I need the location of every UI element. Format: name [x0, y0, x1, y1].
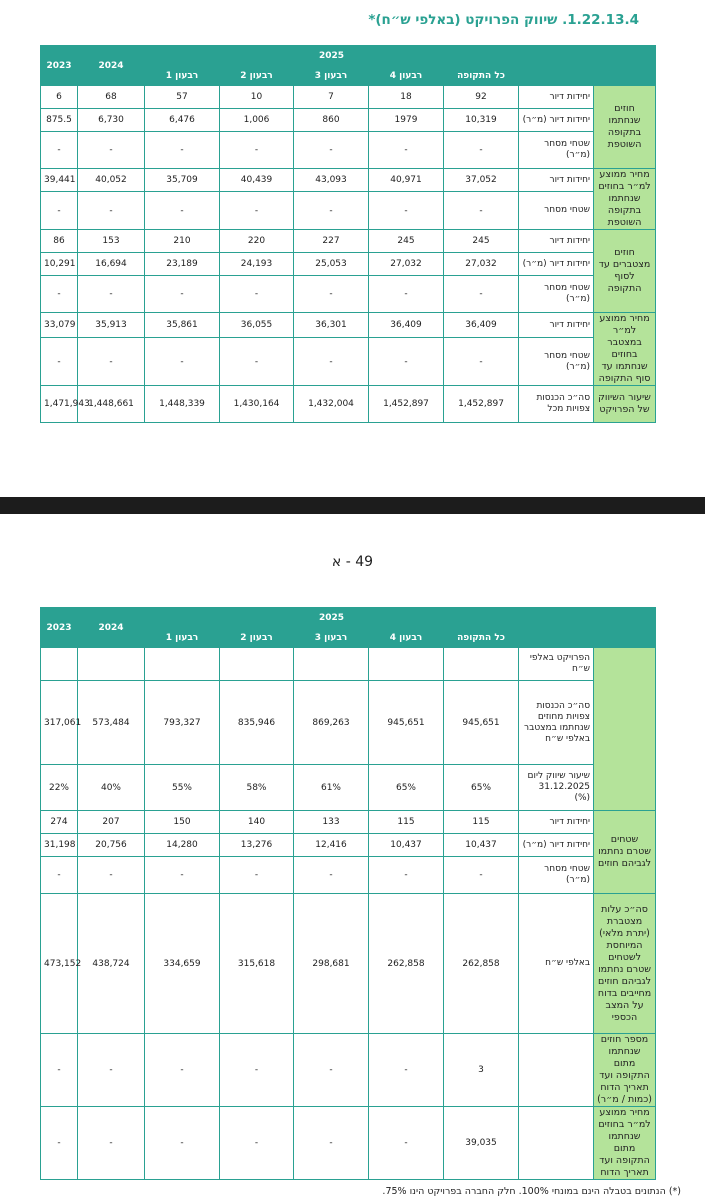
row-group-label: חוזים מצטברים עד לסוף התקופה	[594, 230, 656, 313]
header-quarter: רבעון 4	[369, 66, 444, 86]
value-cell: -	[369, 132, 444, 169]
value-cell: -	[294, 276, 369, 313]
row-group-label: שטחים שטרם נחתמו לגביהם חוזים	[594, 811, 656, 894]
value-cell: -	[444, 276, 519, 313]
value-cell: 22%	[41, 765, 78, 811]
value-cell: 6,730	[78, 109, 145, 132]
value-cell: 10,291	[41, 253, 78, 276]
value-cell: -	[41, 132, 78, 169]
value-cell: 6	[41, 86, 78, 109]
value-cell: 13,276	[220, 834, 294, 857]
table-row	[41, 169, 684, 192]
value-cell: 27,032	[444, 253, 519, 276]
value-cell: 262,858	[369, 894, 444, 1034]
row-sublabel: הפרויקט באלפי ש״ח	[519, 648, 594, 681]
header-year-2024: 2024	[78, 46, 145, 86]
value-cell: 7	[294, 86, 369, 109]
report-page-bottom	[0, 514, 705, 1199]
value-cell: 16,694	[78, 253, 145, 276]
value-cell: 92	[444, 86, 519, 109]
row-sublabel: יחידות דיור	[519, 169, 594, 192]
value-cell: 115	[369, 811, 444, 834]
value-cell: 298,681	[294, 894, 369, 1034]
value-cell: 58%	[220, 765, 294, 811]
value-cell: -	[369, 276, 444, 313]
value-cell: -	[444, 857, 519, 894]
value-cell: 3	[444, 1034, 519, 1107]
row-sublabel: יחידות דיור	[519, 313, 594, 338]
value-cell	[369, 648, 444, 681]
row-group-label: שיעור השיווק של הפרויקט	[594, 386, 656, 423]
table-row	[41, 386, 684, 423]
value-cell: 18	[369, 86, 444, 109]
value-cell: -	[78, 276, 145, 313]
value-cell: 1,006	[220, 109, 294, 132]
row-sublabel: שטחי מסחר (מ״ר)	[519, 132, 594, 169]
header-row-labels	[519, 608, 656, 648]
row-group-label: מחיר ממוצע למ״ר בחוזים שנחתמו בתקופה השוטפת	[594, 169, 656, 230]
value-cell	[145, 648, 220, 681]
value-cell: 1,448,661	[78, 386, 145, 423]
value-cell: -	[78, 132, 145, 169]
value-cell: -	[41, 1034, 78, 1107]
row-sublabel: יחידות דיור (מ״ר)	[519, 834, 594, 857]
value-cell: 35,861	[145, 313, 220, 338]
value-cell: 210	[145, 230, 220, 253]
page-separator	[0, 497, 705, 514]
value-cell: 39,441	[41, 169, 78, 192]
value-cell: -	[145, 192, 220, 230]
table-row	[41, 86, 684, 109]
table-row	[41, 834, 684, 857]
value-cell: 207	[78, 811, 145, 834]
value-cell: 1,471,943	[41, 386, 78, 423]
table-row	[41, 192, 684, 230]
value-cell: 36,409	[369, 313, 444, 338]
value-cell: 86	[41, 230, 78, 253]
row-sublabel	[519, 1034, 594, 1107]
value-cell: 473,152	[41, 894, 78, 1034]
value-cell: -	[41, 338, 78, 386]
value-cell: 65%	[369, 765, 444, 811]
value-cell: 793,327	[145, 681, 220, 765]
header-year-2023: 2023	[41, 608, 78, 648]
row-sublabel	[519, 1107, 594, 1180]
table-row	[41, 1107, 684, 1180]
table-row	[41, 276, 684, 313]
value-cell: 869,263	[294, 681, 369, 765]
value-cell: -	[41, 857, 78, 894]
value-cell: 39,035	[444, 1107, 519, 1180]
value-cell: 12,416	[294, 834, 369, 857]
value-cell: -	[294, 857, 369, 894]
value-cell: -	[145, 338, 220, 386]
value-cell: 40,971	[369, 169, 444, 192]
value-cell: 1,432,004	[294, 386, 369, 423]
report-page-top	[0, 0, 705, 497]
value-cell: 245	[369, 230, 444, 253]
value-cell: 1,452,897	[369, 386, 444, 423]
value-cell: -	[78, 1107, 145, 1180]
value-cell: 40%	[78, 765, 145, 811]
value-cell: 438,724	[78, 894, 145, 1034]
table-row	[41, 648, 684, 681]
value-cell: 10,437	[369, 834, 444, 857]
value-cell: 10,319	[444, 109, 519, 132]
table-row	[41, 1034, 684, 1107]
value-cell: 1,452,897	[444, 386, 519, 423]
value-cell: 10,437	[444, 834, 519, 857]
value-cell: -	[294, 1034, 369, 1107]
value-cell: 573,484	[78, 681, 145, 765]
header-quarter: רבעון 2	[220, 66, 294, 86]
value-cell: 1,430,164	[220, 386, 294, 423]
value-cell: -	[369, 192, 444, 230]
table-row	[41, 253, 684, 276]
table-row	[41, 857, 684, 894]
value-cell: 36,409	[444, 313, 519, 338]
row-group-label: סה״כ עלות מצטברת (יתרת מלאי) המיוחסת לשטחים שטרם נחתמו לגביהם חוזים מחייבים בדוח על המצב הכספי	[594, 894, 656, 1034]
value-cell: 6,476	[145, 109, 220, 132]
value-cell: 262,858	[444, 894, 519, 1034]
header-row-labels	[519, 46, 656, 86]
value-cell: 860	[294, 109, 369, 132]
value-cell: 315,618	[220, 894, 294, 1034]
value-cell: 150	[145, 811, 220, 834]
header-quarter: רבעון 1	[145, 66, 220, 86]
value-cell: 133	[294, 811, 369, 834]
row-sublabel: יחידות דיור (מ״ר)	[519, 253, 594, 276]
value-cell: 40,439	[220, 169, 294, 192]
value-cell	[444, 648, 519, 681]
value-cell: -	[294, 1107, 369, 1180]
value-cell: 23,189	[145, 253, 220, 276]
value-cell: -	[369, 857, 444, 894]
value-cell: -	[220, 192, 294, 230]
row-sublabel: יחידות דיור	[519, 86, 594, 109]
value-cell	[294, 648, 369, 681]
value-cell: 37,052	[444, 169, 519, 192]
table-row	[41, 230, 684, 253]
value-cell: 14,280	[145, 834, 220, 857]
value-cell: 35,709	[145, 169, 220, 192]
value-cell: 27,032	[369, 253, 444, 276]
value-cell: 835,946	[220, 681, 294, 765]
row-sublabel: שטחי מסחר (מ״ר)	[519, 857, 594, 894]
section-heading: 1.22.13.4. שיווק הפרויקט (באלפי ש״ח)*	[368, 12, 639, 28]
value-cell: -	[294, 338, 369, 386]
value-cell: -	[220, 1034, 294, 1107]
row-sublabel: סה״כ הכנסות צפויות מחוזים שנחתמו במצטבר באלפי ש״ח	[519, 681, 594, 765]
value-cell: 68	[78, 86, 145, 109]
value-cell: 115	[444, 811, 519, 834]
value-cell: 25,053	[294, 253, 369, 276]
value-cell: 31,198	[41, 834, 78, 857]
header-year-2025: 2025	[145, 608, 519, 628]
value-cell: -	[444, 192, 519, 230]
value-cell: 35,913	[78, 313, 145, 338]
table-row	[41, 894, 684, 1034]
value-cell: 875.5	[41, 109, 78, 132]
value-cell	[220, 648, 294, 681]
value-cell: 36,055	[220, 313, 294, 338]
row-sublabel: שטחי מסחר	[519, 192, 594, 230]
marketing-table-1	[40, 45, 684, 423]
row-sublabel: יחידות דיור	[519, 811, 594, 834]
value-cell: -	[145, 132, 220, 169]
value-cell: -	[41, 276, 78, 313]
row-sublabel: סה״כ הכנסות צפויות מכל	[519, 386, 594, 423]
value-cell: -	[78, 1034, 145, 1107]
value-cell: -	[369, 1107, 444, 1180]
value-cell: 55%	[145, 765, 220, 811]
value-cell: 334,659	[145, 894, 220, 1034]
value-cell: 317,061	[41, 681, 78, 765]
value-cell: -	[444, 132, 519, 169]
value-cell: -	[145, 276, 220, 313]
value-cell: -	[145, 857, 220, 894]
row-group-label: מחיר ממוצע למ״ר במצטבר בחוזים שנחתמו עד סוף התקופה	[594, 313, 656, 386]
table-row	[41, 313, 684, 338]
value-cell	[41, 648, 78, 681]
value-cell: 20,756	[78, 834, 145, 857]
row-group-label	[594, 648, 656, 811]
value-cell	[78, 648, 145, 681]
value-cell: -	[145, 1107, 220, 1180]
value-cell: -	[220, 132, 294, 169]
marketing-table-2	[40, 607, 684, 1180]
value-cell: -	[220, 276, 294, 313]
header-quarter: כל התקופה	[444, 628, 519, 648]
header-quarter: רבעון 4	[369, 628, 444, 648]
value-cell: 220	[220, 230, 294, 253]
header-quarter: רבעון 2	[220, 628, 294, 648]
value-cell: 274	[41, 811, 78, 834]
value-cell: -	[220, 338, 294, 386]
value-cell: -	[369, 338, 444, 386]
value-cell: 65%	[444, 765, 519, 811]
value-cell: -	[220, 1107, 294, 1180]
value-cell: 153	[78, 230, 145, 253]
value-cell: 140	[220, 811, 294, 834]
value-cell: -	[444, 338, 519, 386]
table-row	[41, 811, 684, 834]
footnote: (*) הנתונים בטבלה הינם במונחי 100%. חלק החברה בפרויקט הינו 75%.	[382, 1186, 681, 1197]
value-cell: 1979	[369, 109, 444, 132]
row-sublabel: שיעור שיווק ליום 31.12.2025 (%)	[519, 765, 594, 811]
value-cell: -	[78, 857, 145, 894]
table-row	[41, 765, 684, 811]
row-sublabel: שטחי מסחר (מ״ר)	[519, 338, 594, 386]
header-quarter: רבעון 1	[145, 628, 220, 648]
row-group-label: חוזים שנחתמו בתקופה השוטפת	[594, 86, 656, 169]
value-cell: 43,093	[294, 169, 369, 192]
table-row	[41, 132, 684, 169]
value-cell: 33,079	[41, 313, 78, 338]
value-cell: 245	[444, 230, 519, 253]
value-cell: -	[41, 1107, 78, 1180]
header-year-2025: 2025	[145, 46, 519, 66]
row-sublabel: באלפי ש״ח	[519, 894, 594, 1034]
value-cell: -	[220, 857, 294, 894]
row-sublabel: יחידות דיור (מ״ר)	[519, 109, 594, 132]
value-cell: 61%	[294, 765, 369, 811]
row-group-label: מספר חוזים שנחתמו מתום התקופה ועד תאריך הדוח (כמות / מ״ר)	[594, 1034, 656, 1107]
header-quarter: רבעון 3	[294, 66, 369, 86]
row-sublabel: יחידות דיור	[519, 230, 594, 253]
value-cell: -	[294, 192, 369, 230]
value-cell: -	[369, 1034, 444, 1107]
value-cell: 10	[220, 86, 294, 109]
header-quarter: כל התקופה	[444, 66, 519, 86]
header-quarter: רבעון 3	[294, 628, 369, 648]
value-cell: -	[294, 132, 369, 169]
value-cell: 36,301	[294, 313, 369, 338]
value-cell: -	[78, 192, 145, 230]
row-sublabel: שטחי מסחר (מ״ר)	[519, 276, 594, 313]
value-cell: 1,448,339	[145, 386, 220, 423]
value-cell: 945,651	[369, 681, 444, 765]
value-cell: -	[145, 1034, 220, 1107]
value-cell: 24,193	[220, 253, 294, 276]
page-number: 49 - א	[331, 554, 374, 570]
value-cell: 40,052	[78, 169, 145, 192]
row-group-label: מחיר ממוצע למ״ר בחוזים שנחתמו מתום התקופה ועד תאריך הדוח	[594, 1107, 656, 1180]
header-year-2023: 2023	[41, 46, 78, 86]
value-cell: 227	[294, 230, 369, 253]
header-year-2024: 2024	[78, 608, 145, 648]
value-cell: 945,651	[444, 681, 519, 765]
value-cell: -	[41, 192, 78, 230]
value-cell: -	[78, 338, 145, 386]
table-row	[41, 338, 684, 386]
table-row	[41, 109, 684, 132]
table-row	[41, 681, 684, 765]
value-cell: 57	[145, 86, 220, 109]
